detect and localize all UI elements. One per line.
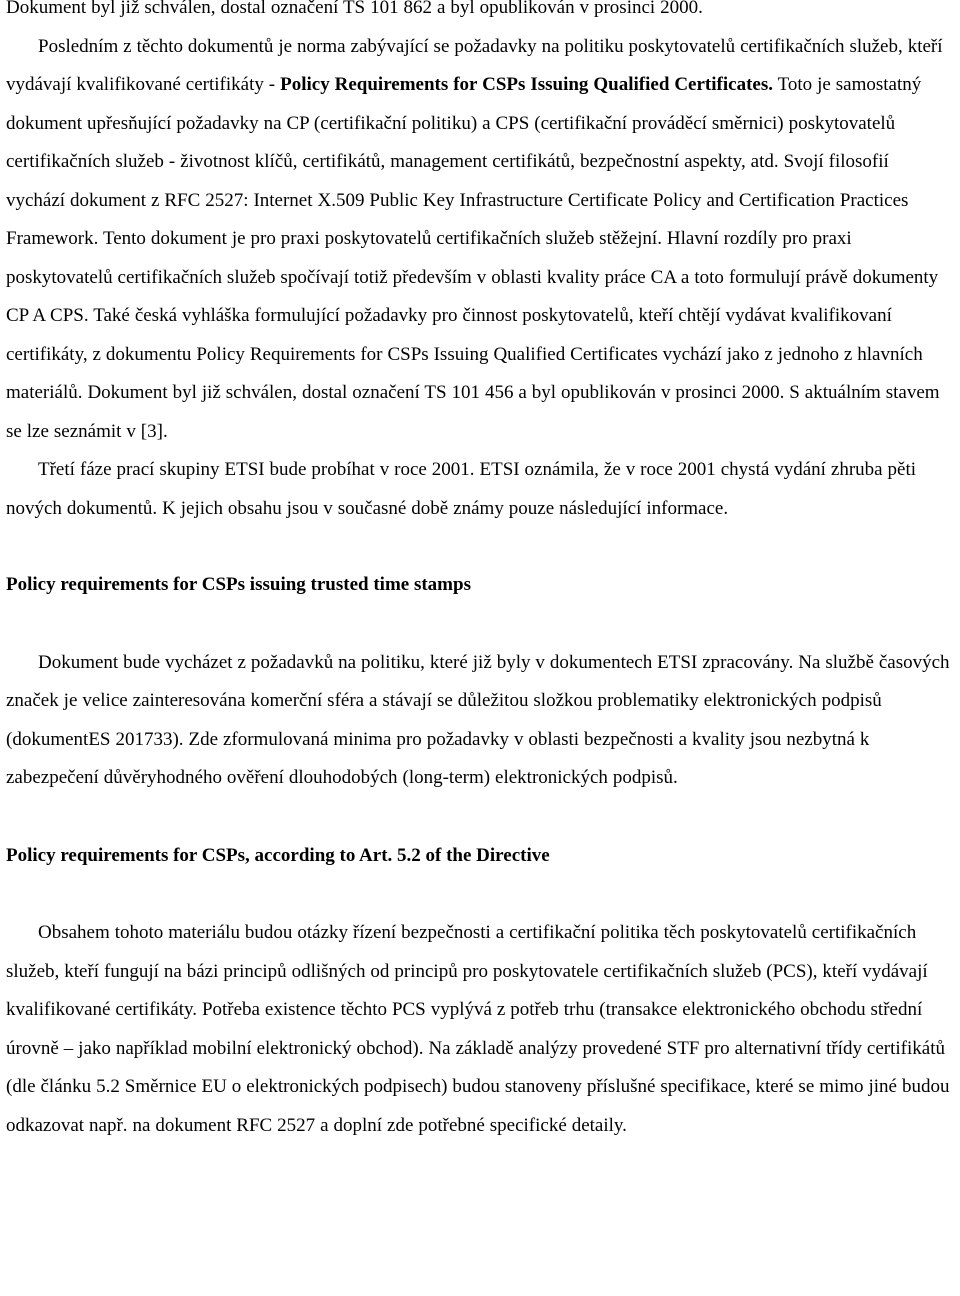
paragraph-ts-101-862 [6,0,952,28]
section-body-time-stamps [6,644,952,798]
section-body-art-5-2-text: Obsahem tohoto materiálu budou otázky řízení bezpečnosti a certifikační politika těch poskytovatelů certifikačních služeb, kteří fungují na bázi principů odlišných od principů pro poskytovatele certifikačních služeb (PCS), kteří vydávají kvalifikované certifikáty. Potřeba existence těchto PCS vyplývá z potřeb trhu (transakce elektronického obchodu střední úrovně – jako například mobilní elektronický obchod). Na základě analýzy provedené STF pro alternativní třídy certifikátů (dle článku 5.2 Směrnice EU o elektronických podpisech) budou stanoveny příslušné specifikace, které se mimo jiné budou odkazovat např. na dokument RFC 2527 a doplní zde potřebné specifické detaily. [6,922,950,1136]
section-heading-time-stamps: Policy requirements for CSPs issuing trusted time stamps [6,574,471,595]
spacer [6,605,952,644]
paragraph-etsi-phase-three-text: Třetí fáze prací skupiny ETSI bude probíhat v roce 2001. ETSI oznámila, že v roce 2001 chystá vydání zhruba pěti nových dokumentů. K jejich obsahu jsou v současné době známy pouze následující informace. [6,459,917,519]
policy-requirements-title: Policy Requirements for CSPs Issuing Qualified Certificates. [280,74,773,95]
paragraph-policy-requirements [6,28,952,452]
spacer [6,875,952,914]
section-body-time-stamps-text: Dokument bude vycházet z požadavků na politiku, které již byly v dokumentech ETSI zpracovány. Na službě časových značek je velice zainteresována komerční sféra a stávají se důležitou složkou problematiky elektronických podpisů (dokumentES 201733). Zde zformulovaná minima pro požadavky v oblasti bezpečnosti a kvality jsou nezbytná k zabezpečení důvěryhodného ověření dlouhodobých (long-term) elektronických podpisů. [6,651,950,788]
section-body-art-5-2 [6,914,952,1145]
spacer [6,528,952,566]
paragraph-ts-101-862-text: Dokument byl již schválen, dostal označení TS 101 862 a byl opublikován v prosinci 2000. [6,0,703,18]
paragraph-policy-requirements-body: Toto je samostatný dokument upřesňující požadavky na CP (certifikační politiku) a CPS (certifikační prováděcí směrnici) poskytovatelů certifikačních služeb - životnost klíčů, certifikátů, management certifikátů, bezpečnostní aspekty, atd. Svojí filosofií vychází dokument z RFC 2527: Internet X.509 Public Key Infrastructure Certificate Policy and Certification Practices Framework. Tento dokument je pro praxi poskytovatelů certifikačních služeb stěžejní. Hlavní rozdíly pro praxi poskytovatelů certifikačních služeb spočívají totiž především v oblasti kvality práce CA a toto formulují právě dokumenty CP A CPS. Také česká vyhláška formulující požadavky pro činnost poskytovatelů, kteří chtějí vydávat kvalifikovaní certifikáty, z dokumentu Policy Requirements for CSPs Issuing Qualified Certificates vychází jako z jednoho z hlavních materiálů. Dokument byl již schválen, dostal označení TS 101 456 a byl opublikován v prosinci 2000. S aktuálním stavem se lze seznámit v [3]. [6,74,940,442]
section-heading-art-5-2: Policy requirements for CSPs, according to Art. 5.2 of the Directive [6,844,550,866]
paragraph-etsi-phase-three [6,451,952,528]
spacer [6,798,952,837]
paragraph-policy-requirements-intro: Posledním z těchto dokumentů je norma zabývající se požadavky na politiku poskytovatelů certifikačních služeb, kteří vydávají kvalifikované certifikáty - [6,35,943,95]
